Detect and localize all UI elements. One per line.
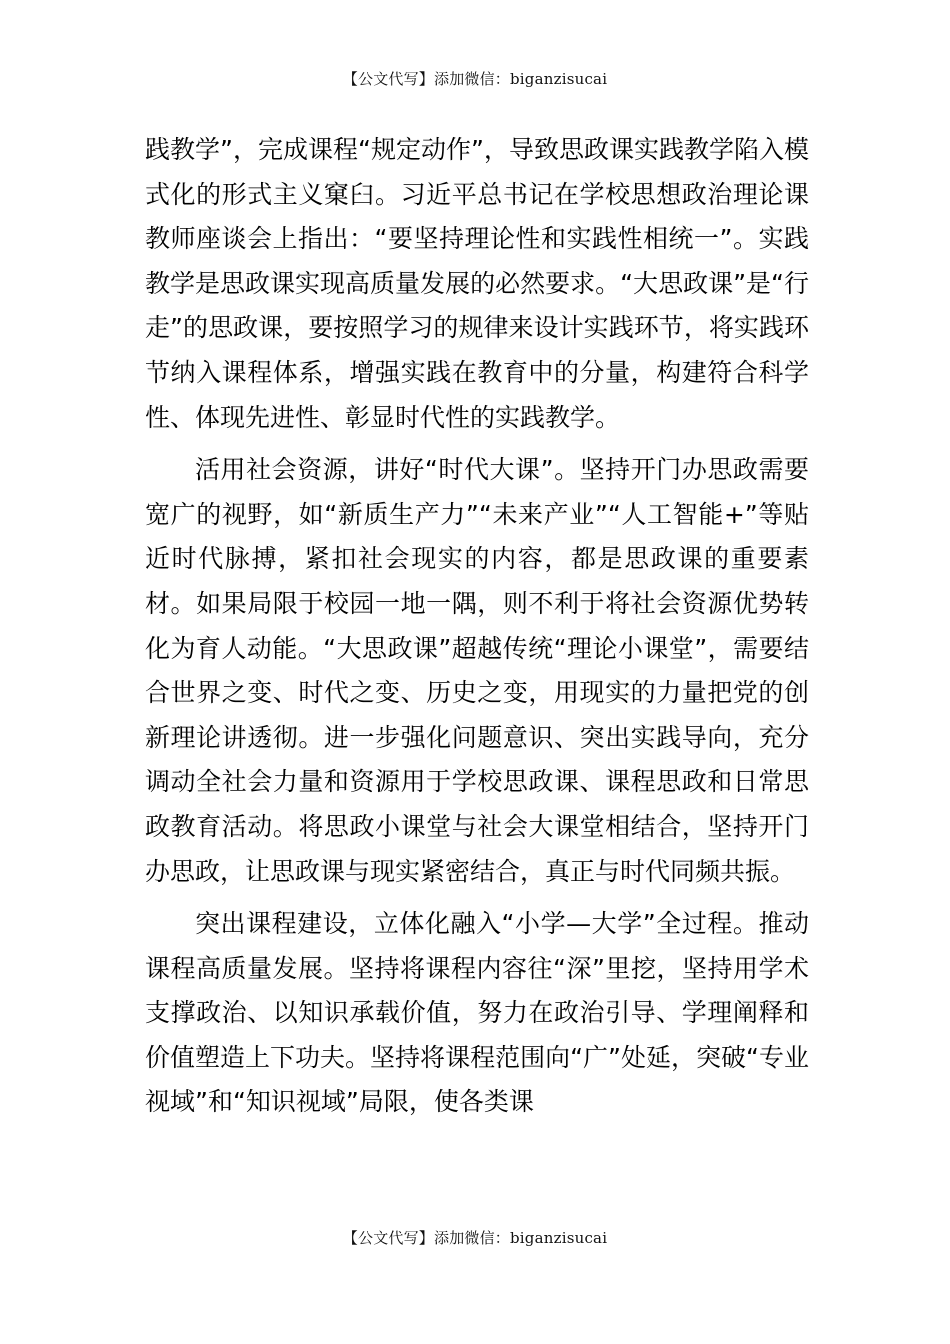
document-body <box>145 128 809 1133</box>
paragraph-practice-teaching: 践教学”，完成课程“规定动作”，导致思政课实践教学陷入模式化的形式主义窠臼。习近平总书记在学校思想政治理论课教师座谈会上指出：“要坚持理论性和实践性相统一”。实践教学是思政课实现高质量发展的必然要求。“大思政课”是“行走”的思政课，要按照学习的规律来设计实践环节，将实践环节纳入课程体系，增强实践在教育中的分量，构建符合科学性、体现先进性、彰显时代性的实践教学。 <box>145 135 809 432</box>
page-footer: 【公文代写】添加微信：biganzisucai <box>342 1229 608 1247</box>
page-header: 【公文代写】添加微信：biganzisucai <box>342 70 608 88</box>
paragraph-course-construction: 突出课程建设，立体化融入“小学—大学”全过程。推动课程高质量发展。坚持将课程内容往“深”里挖，坚持用学术支撑政治、以知识承载价值，努力在政治引导、学理阐释和价值塑造上下功夫。坚持将课程范围向“广”处延，突破“专业视域”和“知识视域”局限，使各类课 <box>145 909 809 1117</box>
paragraph-social-resources: 活用社会资源，讲好“时代大课”。坚持开门办思政需要宽广的视野，如“新质生产力”“未来产业”“人工智能+”等贴近时代脉搏，紧扣社会现实的内容，都是思政课的重要素材。如果局限于校园一地一隅，则不利于将社会资源优势转化为育人动能。“大思政课”超越传统“理论小课堂”，需要结合世界之变、时代之变、历史之变，用现实的力量把党的创新理论讲透彻。进一步强化问题意识、突出实践导向，充分调动全社会力量和资源用于学校思政课、课程思政和日常思政教育活动。将思政小课堂与社会大课堂相结合，坚持开门办思政，让思政课与现实紧密结合，真正与时代同频共振。 <box>145 455 809 886</box>
